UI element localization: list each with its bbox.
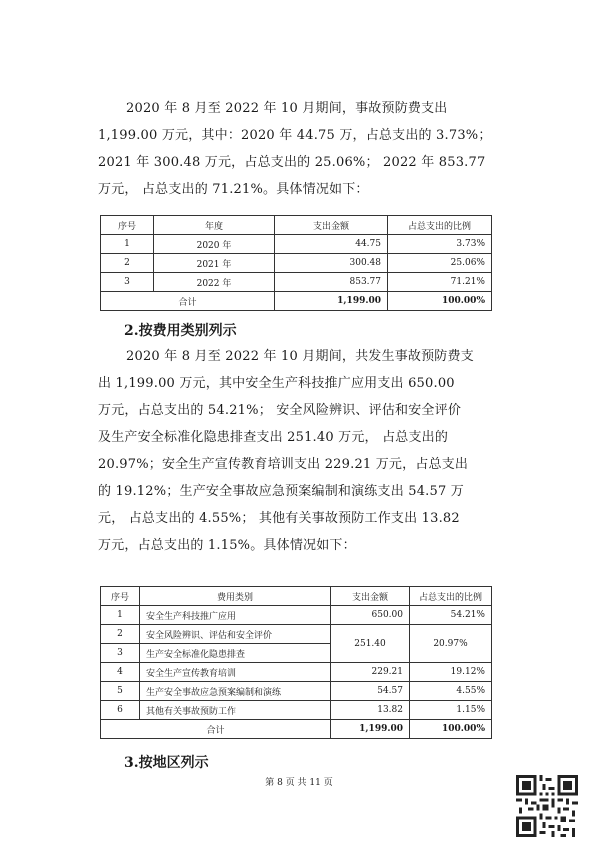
- paragraph-line: 2020 年 8 月至 2022 年 10 月期间，事故预防费支出: [126, 101, 448, 116]
- table-by-year: [100, 215, 492, 311]
- paragraph-line: 2020 年 8 月至 2022 年 10 月期间，共发生事故预防费支: [126, 349, 474, 364]
- cell-pct: 3.73%: [388, 235, 492, 254]
- cell-no: 1: [101, 235, 154, 254]
- cell-pct-merged: 20.97%: [410, 625, 492, 663]
- total-pct: 100.00%: [410, 720, 492, 739]
- cell-pct: 25.06%: [388, 254, 492, 273]
- table-row: [101, 606, 492, 625]
- cell-pct: 71.21%: [388, 273, 492, 292]
- section-heading-by-category: 2.按费用类别列示: [124, 323, 237, 339]
- cell-amount-merged: 251.40: [331, 625, 410, 663]
- cell-amount: 44.75: [275, 235, 388, 254]
- header-cell: 占总支出的比例: [388, 216, 492, 235]
- cell-pct: 4.55%: [410, 682, 492, 701]
- cell-amount: 300.48: [275, 254, 388, 273]
- table-row: [101, 235, 492, 254]
- cell-category: 安全风险辨识、评估和安全评价: [140, 625, 331, 644]
- header-cell: 序号: [101, 587, 140, 606]
- cell-no: 5: [101, 682, 140, 701]
- cell-pct: 1.15%: [410, 701, 492, 720]
- table-row: [101, 663, 492, 682]
- paragraph-line: 及生产安全标准化隐患排查支出 251.40 万元， 占总支出的: [98, 430, 449, 445]
- cell-category: 其他有关事故预防工作: [140, 701, 331, 720]
- table-row: [101, 254, 492, 273]
- table-row: [101, 682, 492, 701]
- paragraph-line: 出 1,199.00 万元，其中安全生产科技推广应用支出 650.00: [98, 376, 455, 391]
- header-cell: 支出金额: [331, 587, 410, 606]
- cell-no: 3: [101, 644, 140, 663]
- table-total-row: [101, 720, 492, 739]
- cell-year: 2022 年: [154, 273, 275, 292]
- table-header-row: [101, 216, 492, 235]
- cell-pct: 54.21%: [410, 606, 492, 625]
- table-header-row: [101, 587, 492, 606]
- cell-no: 2: [101, 625, 140, 644]
- section-heading-by-region: 3.按地区列示: [124, 755, 209, 771]
- total-amount: 1,199.00: [275, 292, 388, 311]
- qr-code-icon: [516, 775, 578, 837]
- table-total-row: [101, 292, 492, 311]
- cell-category: 生产安全标准化隐患排查: [140, 644, 331, 663]
- paragraph-summary-by-year: [98, 95, 518, 203]
- paragraph-line: 万元，占总支出的 1.15%。具体情况如下：: [98, 538, 356, 553]
- header-cell: 序号: [101, 216, 154, 235]
- total-pct: 100.00%: [388, 292, 492, 311]
- table-row: [101, 273, 492, 292]
- cell-amount: 853.77: [275, 273, 388, 292]
- total-label: 合计: [101, 292, 275, 311]
- page-footer: 第 8 页 共 11 页: [265, 778, 333, 788]
- paragraph-line: 2021 年 300.48 万元，占总支出的 25.06%； 2022 年 853.77: [98, 155, 486, 170]
- total-label: 合计: [101, 720, 331, 739]
- table-by-category: [100, 586, 492, 739]
- header-cell: 费用类别: [140, 587, 331, 606]
- paragraph-line: 的 19.12%；生产安全事故应急预案编制和演练支出 54.57 万: [98, 484, 464, 499]
- cell-amount: 229.21: [331, 663, 410, 682]
- cell-no: 1: [101, 606, 140, 625]
- cell-pct: 19.12%: [410, 663, 492, 682]
- cell-no: 6: [101, 701, 140, 720]
- cell-amount: 650.00: [331, 606, 410, 625]
- paragraph-summary-by-category: [98, 343, 518, 559]
- header-cell: 占总支出的比例: [410, 587, 492, 606]
- cell-year: 2021 年: [154, 254, 275, 273]
- paragraph-line: 万元， 占总支出的 71.21%。具体情况如下：: [98, 182, 369, 197]
- cell-category: 安全生产宣传教育培训: [140, 663, 331, 682]
- cell-year: 2020 年: [154, 235, 275, 254]
- paragraph-line: 万元，占总支出的 54.21%； 安全风险辨识、评估和安全评价: [98, 403, 462, 418]
- table-row: [101, 701, 492, 720]
- paragraph-line: 1,199.00 万元，其中：2020 年 44.75 万，占总支出的 3.73%；: [98, 128, 492, 143]
- header-cell: 年度: [154, 216, 275, 235]
- header-cell: 支出金额: [275, 216, 388, 235]
- cell-category: 生产安全事故应急预案编制和演练: [140, 682, 331, 701]
- cell-amount: 13.82: [331, 701, 410, 720]
- cell-no: 4: [101, 663, 140, 682]
- total-amount: 1,199.00: [331, 720, 410, 739]
- paragraph-line: 元， 占总支出的 4.55%； 其他有关事故预防工作支出 13.82: [98, 511, 460, 526]
- cell-amount: 54.57: [331, 682, 410, 701]
- cell-category: 安全生产科技推广应用: [140, 606, 331, 625]
- table-row: [101, 625, 492, 644]
- cell-no: 3: [101, 273, 154, 292]
- paragraph-line: 20.97%；安全生产宣传教育培训支出 229.21 万元，占总支出: [98, 457, 469, 472]
- cell-no: 2: [101, 254, 154, 273]
